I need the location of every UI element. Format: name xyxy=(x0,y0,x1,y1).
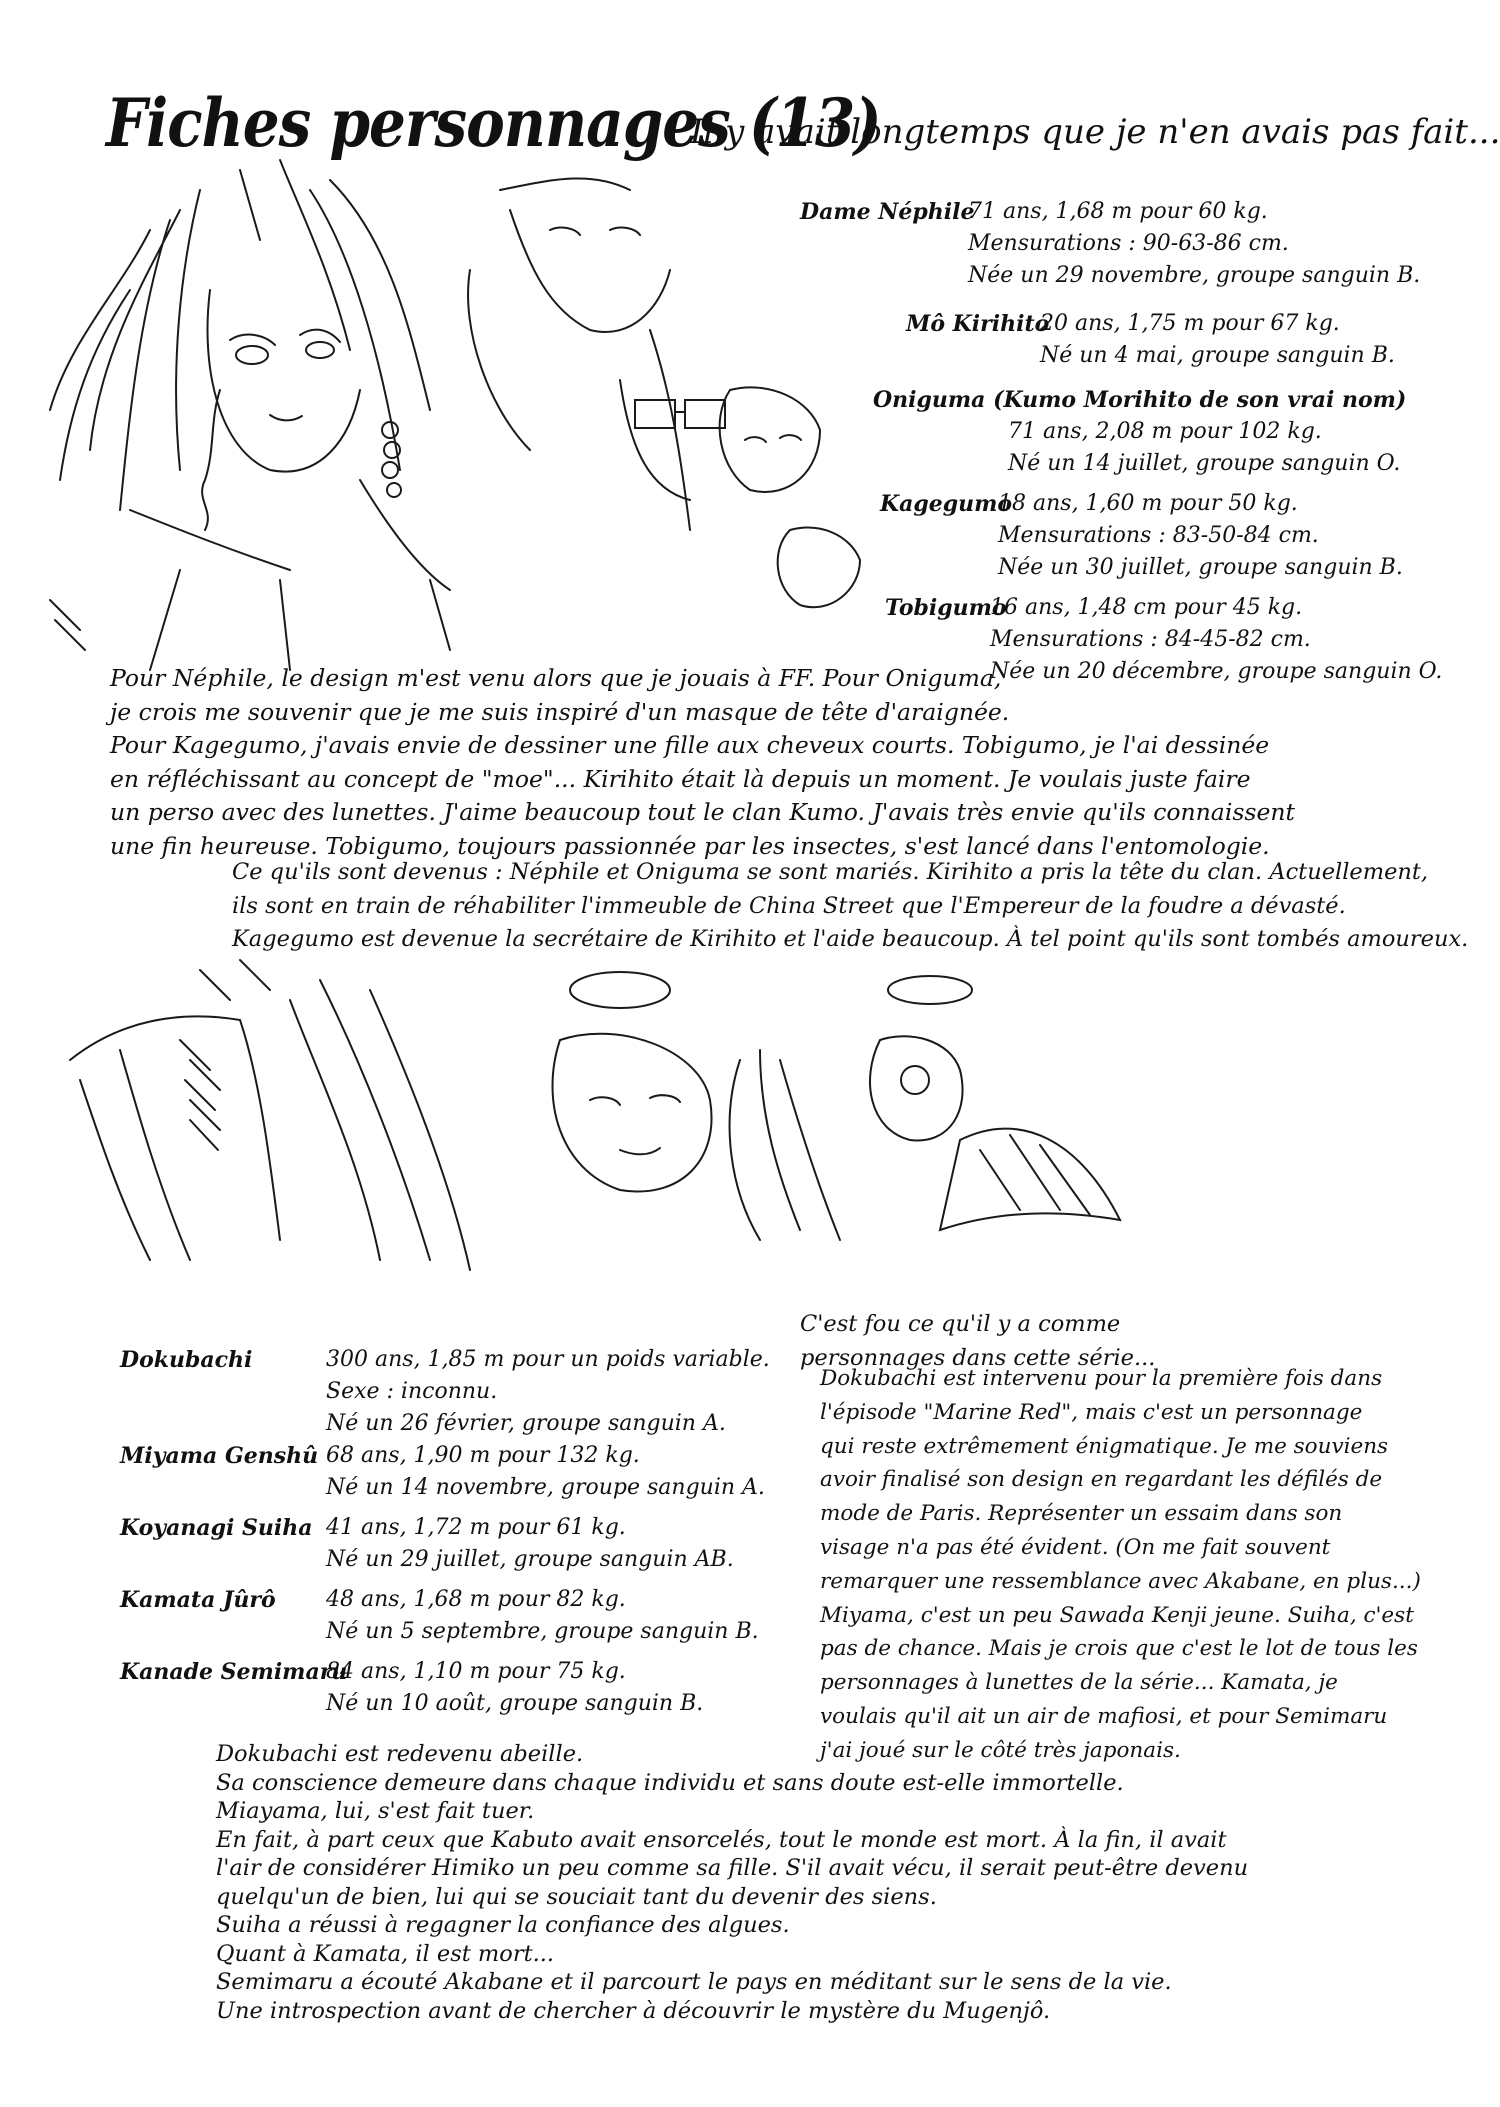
epilogue-line: Suiha a réussi à regagner la confiance des algues. xyxy=(216,1912,790,1938)
profile-name: Koyanagi Suiha xyxy=(120,1515,313,1541)
comment-line: mode de Paris. Représenter un essaim dans son xyxy=(820,1501,1343,1527)
final-epilogue xyxy=(216,1740,1248,2025)
profile-name: Dame Néphile xyxy=(800,199,975,225)
epilogue-line: Ce qu'ils sont devenus : Néphile et Oniguma se sont mariés. Kirihito a pris la tête du clan. Actuellement, xyxy=(232,859,1429,885)
epilogue-line: Sa conscience demeure dans chaque individu et sans doute est-elle immortelle. xyxy=(216,1769,1124,1796)
page-subtitle: Il y avait longtemps que je n'en avais pas fait... xyxy=(690,112,1500,152)
profile-line: Né un 5 septembre, groupe sanguin B. xyxy=(326,1619,759,1644)
comment-line: voulais qu'il ait un air de mafiosi, et pour Semimaru xyxy=(820,1703,1388,1729)
profile-line: 300 ans, 1,85 m pour un poids variable. xyxy=(326,1347,770,1372)
comment-line: j'ai joué sur le côté très japonais. xyxy=(820,1737,1181,1763)
profile-line: 18 ans, 1,60 m pour 50 kg. xyxy=(998,491,1298,516)
kumo-comment xyxy=(110,662,1295,863)
profile-name: Oniguma (Kumo Morihito de son vrai nom) xyxy=(873,387,1407,413)
profile-name: Kagegumo xyxy=(880,491,1013,517)
profile-line: Mensurations : 83-50-84 cm. xyxy=(998,523,1319,548)
epilogue-line: Miayama, lui, s'est fait tuer. xyxy=(216,1798,535,1824)
epilogue-line: Une introspection avant de chercher à découvrir le mystère du Mugenjô. xyxy=(216,1997,1051,2024)
comment-line: Pour Kagegumo, j'avais envie de dessiner une fille aux cheveux courts. Tobigumo, je l'ai dessinée xyxy=(110,731,1270,759)
group-sketch xyxy=(60,960,1160,1280)
profile-line: Né un 4 mai, groupe sanguin B. xyxy=(1040,343,1395,368)
page-title: Fiches personnages (13) xyxy=(106,84,881,163)
profile-line: Né un 10 août, groupe sanguin B. xyxy=(326,1691,704,1716)
profile-line: 68 ans, 1,90 m pour 132 kg. xyxy=(326,1443,640,1468)
profile-line: Née un 20 décembre, groupe sanguin O. xyxy=(990,659,1443,684)
comment-line: qui reste extrêmement énigmatique. Je me souviens xyxy=(820,1433,1389,1459)
profile-name: Kanade Semimaru xyxy=(120,1659,348,1685)
kumo-epilogue xyxy=(232,856,1468,957)
profile-line: Mensurations : 84-45-82 cm. xyxy=(990,627,1311,652)
epilogue-line: quelqu'un de bien, lui qui se souciait tant du devenir des siens. xyxy=(216,1883,937,1910)
profile-line: Née un 30 juillet, groupe sanguin B. xyxy=(998,555,1403,580)
comment-line: personnages dans cette série... xyxy=(800,1344,1156,1371)
comment-line: en réfléchissant au concept de "moe"... Kirihito était là depuis un moment. Je voulais juste faire xyxy=(110,764,1251,793)
epilogue-line: Semimaru a écouté Akabane et il parcourt le pays en méditant sur le sens de la vie. xyxy=(216,1969,1172,1995)
comment-line: pas de chance. Mais je crois que c'est le lot de tous les xyxy=(820,1636,1418,1662)
profile-line: 20 ans, 1,75 m pour 67 kg. xyxy=(1040,311,1340,336)
comment-line: C'est fou ce qu'il y a comme xyxy=(800,1311,1121,1337)
second-comment xyxy=(820,1362,1421,1768)
comment-line: une fin heureuse. Tobigumo, toujours passionnée par les insectes, s'est lancé dans l'entomologie. xyxy=(110,831,1270,860)
epilogue-line: ils sont en train de réhabiliter l'immeuble de China Street que l'Empereur de la foudre a dévasté. xyxy=(232,892,1346,919)
comment-line: remarquer une ressemblance avec Akabane, en plus...) xyxy=(820,1568,1421,1594)
comment-line: visage n'a pas été évident. (On me fait souvent xyxy=(820,1534,1331,1560)
profile-line: 41 ans, 1,72 m pour 61 kg. xyxy=(326,1515,626,1540)
profile-name: Miyama Genshû xyxy=(120,1443,319,1469)
kumo-clan-sketch xyxy=(30,150,930,710)
profile-line: Mensurations : 90-63-86 cm. xyxy=(968,231,1289,256)
profile-line: Né un 29 juillet, groupe sanguin AB. xyxy=(326,1547,734,1572)
profile-line: Né un 14 juillet, groupe sanguin O. xyxy=(1008,451,1401,476)
profile-line: 48 ans, 1,68 m pour 82 kg. xyxy=(326,1587,626,1612)
epilogue-line: Kagegumo est devenue la secrétaire de Kirihito et l'aide beaucoup. À tel point qu'ils sont tombés amoureux. xyxy=(232,926,1469,952)
profile-line: Né un 26 février, groupe sanguin A. xyxy=(326,1411,726,1436)
comment-line: l'épisode "Marine Red", mais c'est un personnage xyxy=(820,1399,1363,1425)
epilogue-line: En fait, à part ceux que Kabuto avait ensorcelés, tout le monde est mort. À la fin, il avait xyxy=(216,1826,1227,1853)
profile-line: 71 ans, 2,08 m pour 102 kg. xyxy=(1008,419,1322,444)
profile-name: Tobigumo xyxy=(885,595,1007,621)
comment-line: personnages à lunettes de la série... Kamata, je xyxy=(820,1670,1338,1696)
profile-line: 16 ans, 1,48 cm pour 45 kg. xyxy=(990,595,1303,620)
comment-line: Pour Néphile, le design m'est venu alors que je jouais à FF. Pour Oniguma, xyxy=(110,664,1002,692)
profile-line: Sexe : inconnu. xyxy=(326,1379,498,1404)
comment-line: un perso avec des lunettes. J'aime beaucoup tout le clan Kumo. J'avais très envie qu'ils connaissent xyxy=(110,798,1295,826)
epilogue-line: l'air de considérer Himiko un peu comme sa fille. S'il avait vécu, il serait peut-être devenu xyxy=(216,1855,1249,1881)
comment-line: Miyama, c'est un peu Sawada Kenji jeune. Suiha, c'est xyxy=(820,1602,1414,1628)
profile-line: 71 ans, 1,68 m pour 60 kg. xyxy=(968,199,1268,224)
comment-line: je crois me souvenir que je me suis inspiré d'un masque de tête d'araignée. xyxy=(110,697,1010,726)
profile-name: Kamata Jûrô xyxy=(120,1587,276,1613)
comment-line: avoir finalisé son design en regardant les défilés de xyxy=(820,1467,1383,1493)
profile-line: Né un 14 novembre, groupe sanguin A. xyxy=(326,1475,765,1500)
profile-oniguma xyxy=(873,384,1407,476)
epilogue-line: Quant à Kamata, il est mort... xyxy=(216,1940,555,1967)
profile-name: Dokubachi xyxy=(120,1347,253,1373)
epilogue-line: Dokubachi est redevenu abeille. xyxy=(216,1741,584,1767)
comment-line: Dokubachi est intervenu pour la première fois dans xyxy=(820,1366,1383,1391)
profile-line: 84 ans, 1,10 m pour 75 kg. xyxy=(326,1659,626,1684)
profile-name: Mô Kirihito xyxy=(906,311,1050,337)
profile-line: Née un 29 novembre, groupe sanguin B. xyxy=(968,263,1421,288)
